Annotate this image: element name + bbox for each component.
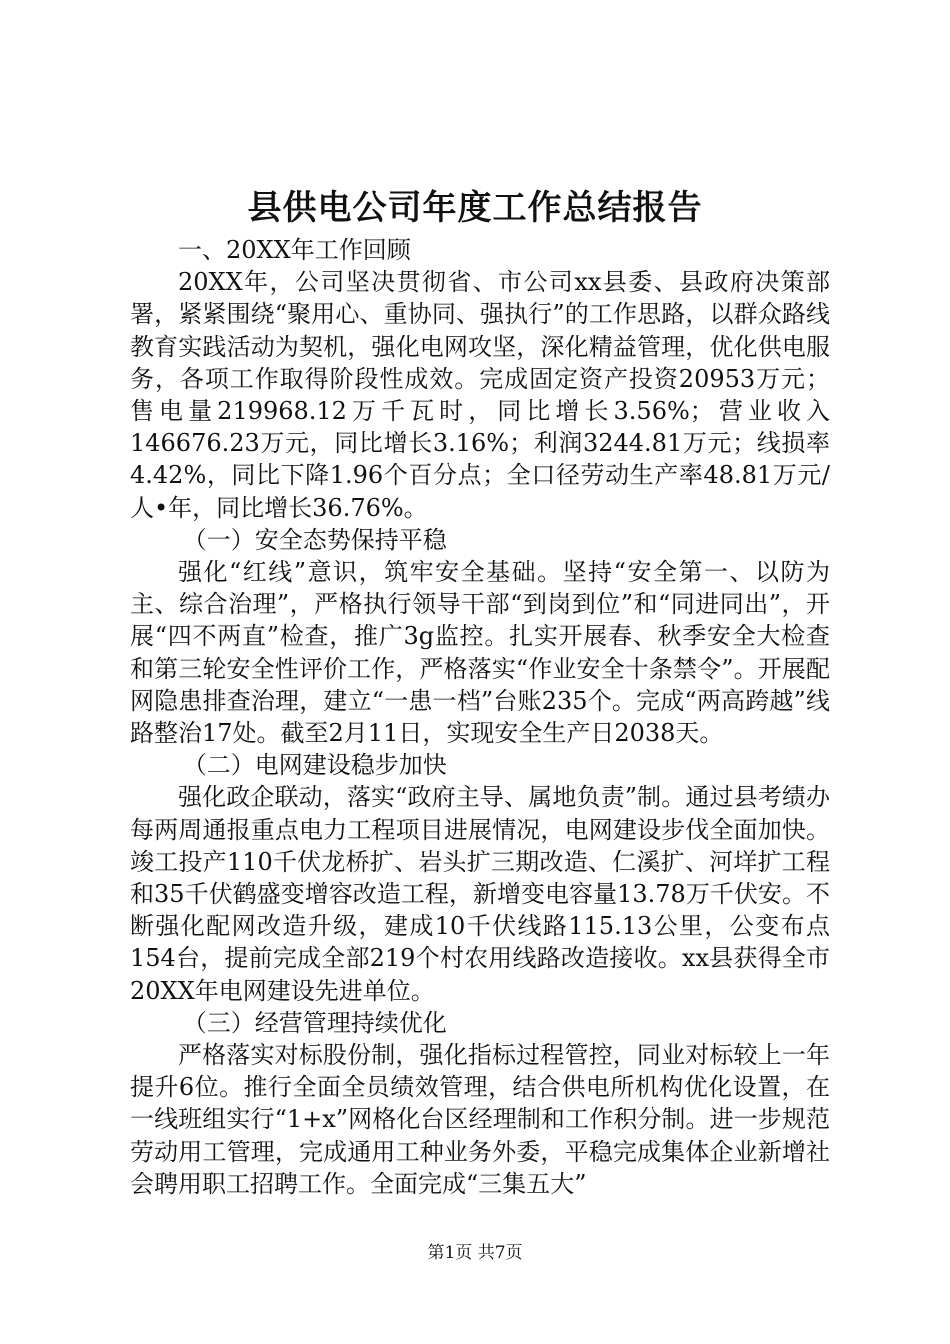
- paragraph-management: 严格落实对标股份制，强化指标过程管控，同业对标较上一年提升6位。推行全面全员绩效管理，结合供电所机构优化设置，在一线班组实行“1+x”网格化台区经理制和工作积分制。进一步规范劳动用工管理，完成通用工种业务外委，平稳完成集体企业新增社会聘用职工招聘工作。全面完成“三集五大”: [130, 1041, 830, 1198]
- document-title: 县供电公司年度工作总结报告: [247, 188, 703, 228]
- subheading-safety: （一）安全态势保持平稳: [182, 525, 447, 554]
- paragraph-safety: 强化“红线”意识，筑牢安全基础。坚持“安全第一、以防为主、综合治理”，严格执行领导干部“到岗到位”和“同进同出”，开展“四不两直”检查，推广3g监控。扎实开展春、秋季安全大检查和第三轮安全性评价工作，严格落实“作业安全十条禁令”。开展配网隐患排查治理，建立“一患一档”台账235个。完成“两高跨越”线路整治17处。截至2月11日，实现安全生产日2038天。: [130, 558, 830, 748]
- document-body: [130, 234, 830, 1200]
- page-number-footer: 第1页 共7页: [427, 1243, 523, 1263]
- paragraph-overview: 20XX年，公司坚决贯彻省、市公司xx县委、县政府决策部署，紧紧围绕“聚用心、重协同、强执行”的工作思路，以群众路线教育实践活动为契机，强化电网攻坚，深化精益管理，优化供电服务，各项工作取得阶段性成效。完成固定资产投资20953万元；售电量219968.12万千瓦时，同比增长3.56%；营业收入146676.23万元，同比增长3.16%；利润3244.81万元；线损率4.42%，同比下降1.96个百分点；全口径劳动生产率48.81万元/人•年，同比增长36.76%。: [130, 268, 830, 522]
- section-heading-review: 一、20XX年工作回顾: [178, 236, 411, 264]
- subheading-management: （三）经营管理持续优化: [182, 1008, 447, 1037]
- paragraph-grid: 强化政企联动，落实“政府主导、属地负责”制。通过县考绩办每两周通报重点电力工程项目进展情况，电网建设步伐全面加快。竣工投产110千伏龙桥扩、岩头扩三期改造、仁溪扩、河垟扩工程和35千伏鹤盛变增容改造工程，新增变电容量13.78万千伏安。不断强化配网改造升级，建成10千伏线路115.13公里，公变布点154台，提前完成全部219个村农用线路改造接收。xx县获得全市20XX年电网建设先进单位。: [130, 783, 830, 1005]
- subheading-grid: （二）电网建设稳步加快: [182, 751, 447, 780]
